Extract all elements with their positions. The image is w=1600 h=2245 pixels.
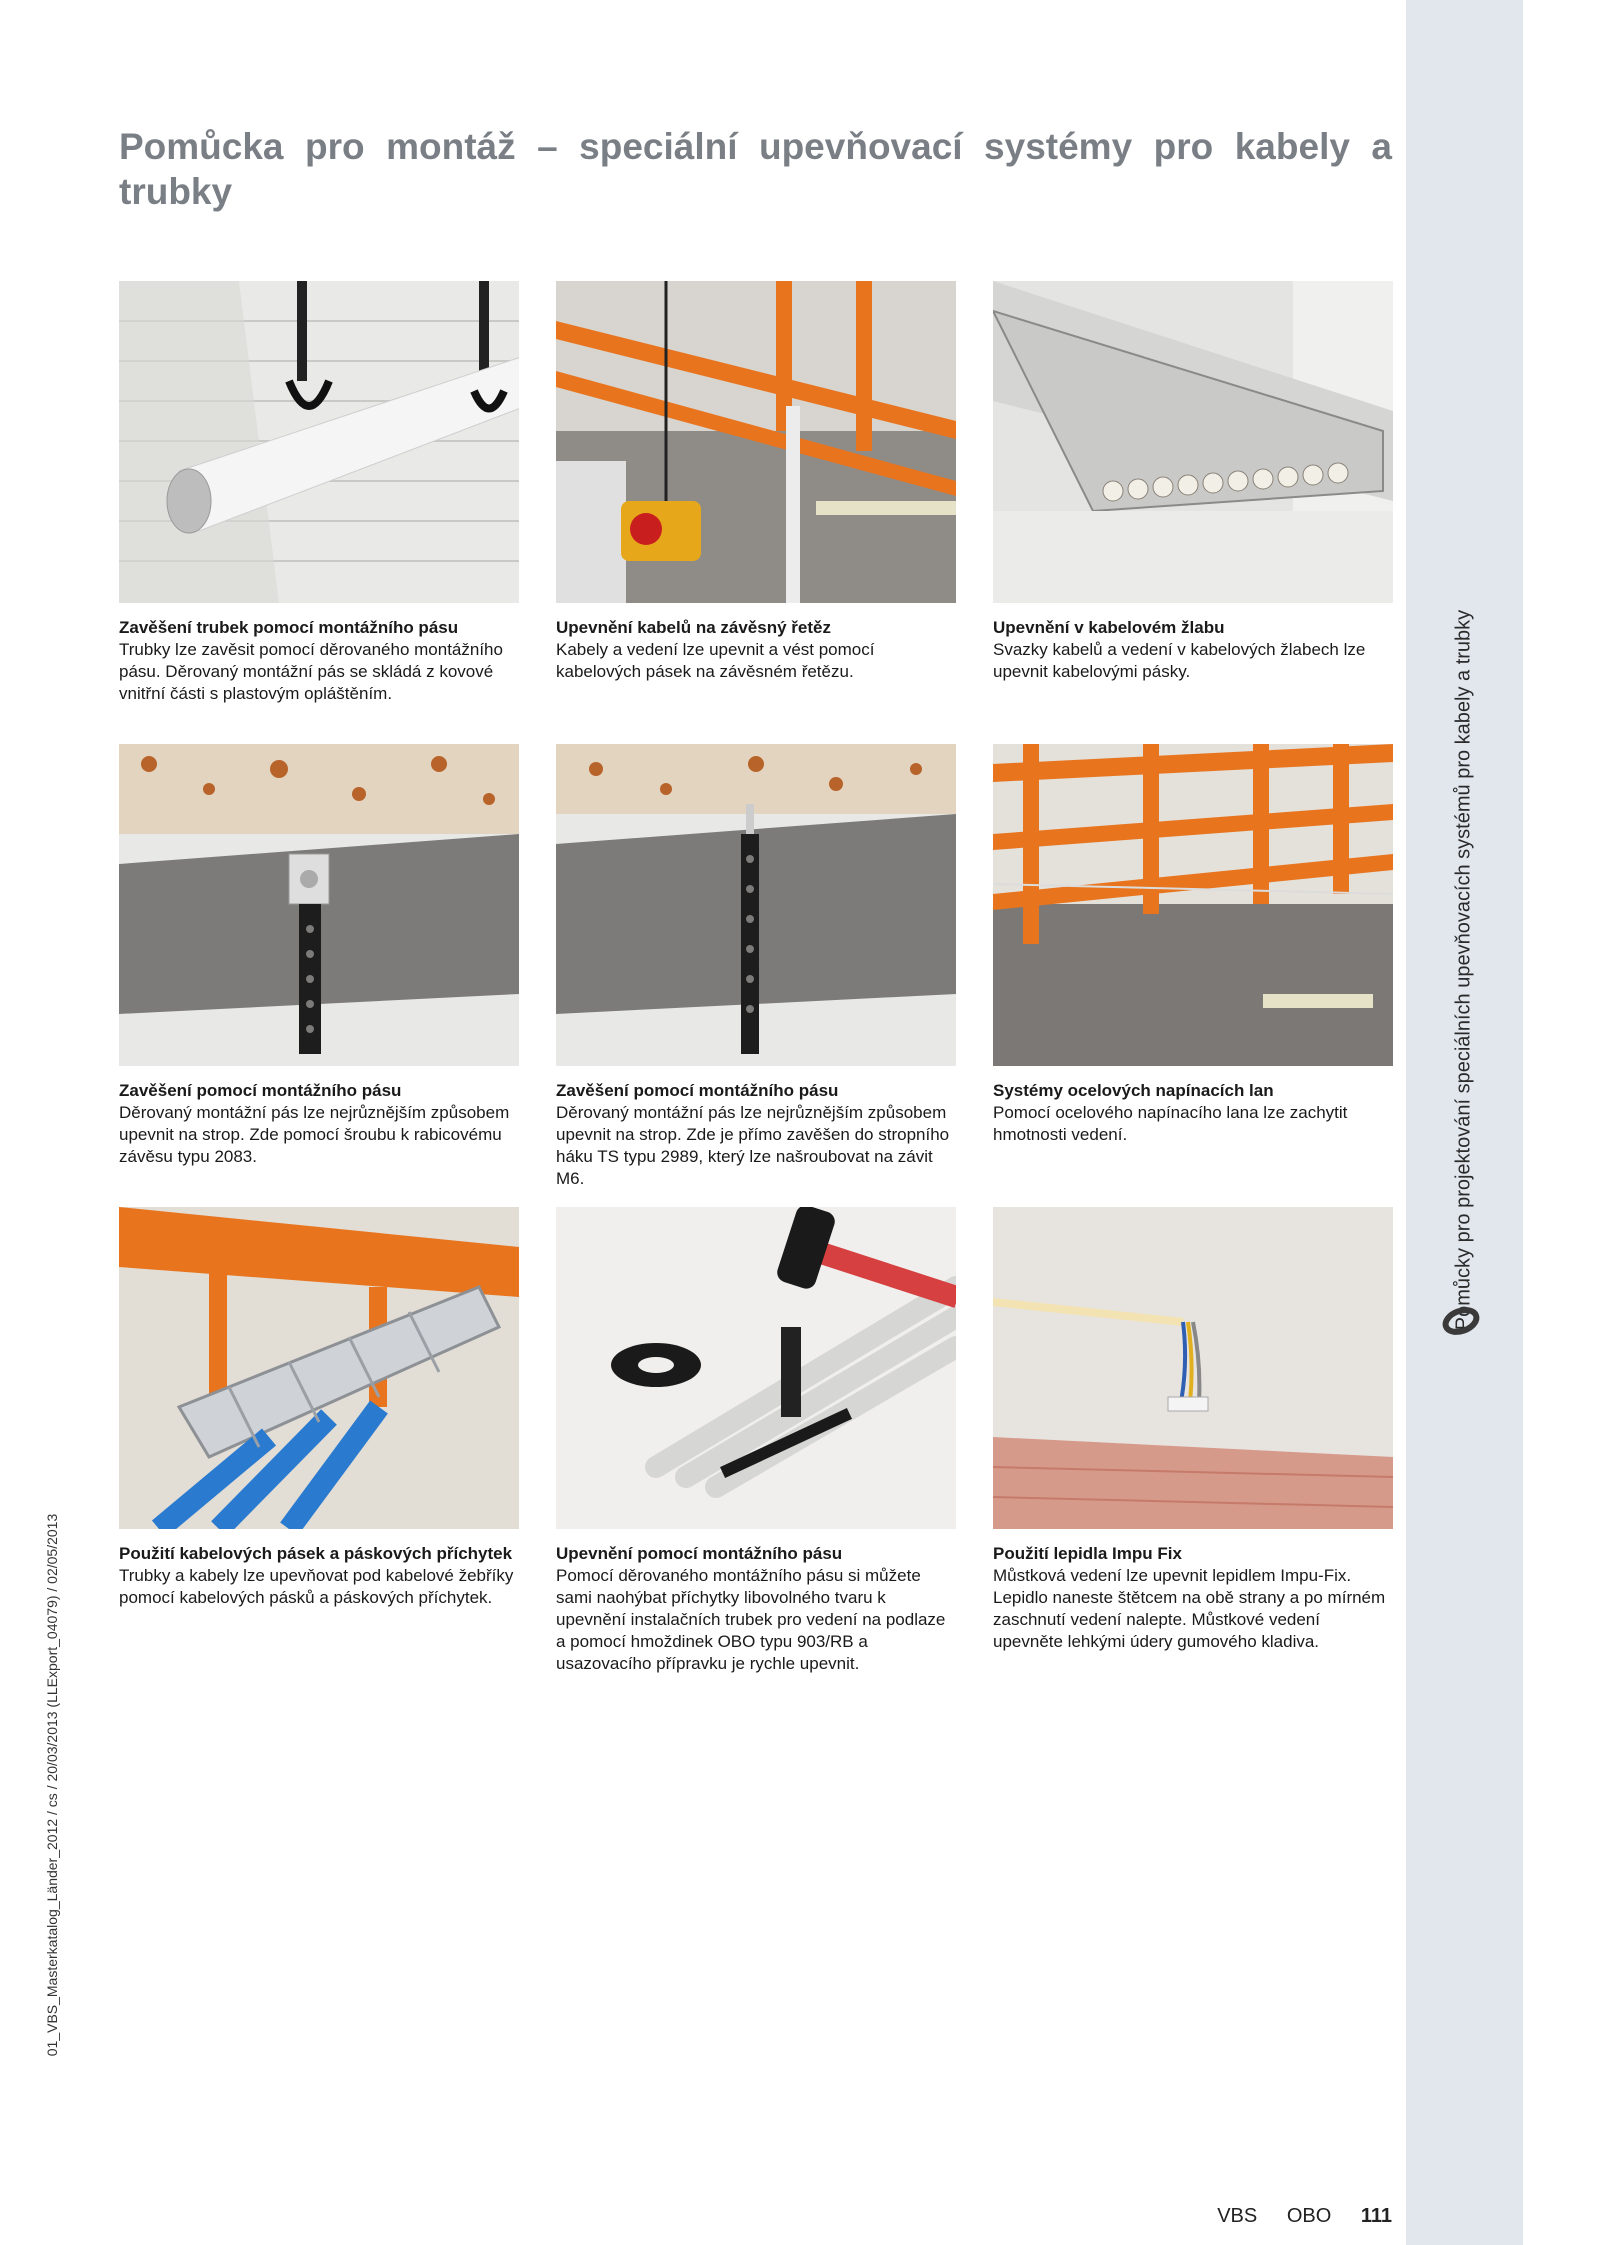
pipe-hanger-image [119, 281, 519, 603]
card-text: Trubky a kabely lze upevňovat pod kabelové žebříky pomocí kabelových pásků a páskových příchytek. [119, 1566, 514, 1607]
footer-brand-obo: OBO [1286, 2205, 1332, 2227]
card-text: Pomocí ocelového napínacího lana lze zachytit hmotnosti vedení. [993, 1103, 1348, 1144]
card-strap-screw [119, 744, 519, 1168]
card-text: Svazky kabelů a vedení v kabelových žlabech lze upevnit kabelovými pásky. [993, 640, 1366, 681]
chain-hanger-image [556, 281, 956, 603]
footer-brand-vbs: VBS [1217, 2205, 1258, 2227]
card-heading: Zavěšení pomocí montážního pásu [119, 1081, 402, 1100]
steel-cable-image [993, 744, 1393, 1066]
card-text: Pomocí děrovaného montážního pásu si můžete sami naohýbat příchytky libovolného tvaru k upevnění instalačních trubek pro vedení na podlaze a pomocí hmoždinek OBO typu 903/RB a usazovacího přípravku je rychle upevnit. [556, 1566, 946, 1673]
page-footer [1193, 2205, 1392, 2228]
strap-hook-image [556, 744, 956, 1066]
card-heading: Zavěšení pomocí montážního pásu [556, 1081, 839, 1100]
card-text: Děrovaný montážní pás lze nejrůznějším způsobem upevnit na strop. Zde je přímo zavěšen do stropního háku TS typu 2989, který lze našroubovat na závit M6. [556, 1103, 950, 1188]
card-strap-hook [556, 744, 956, 1190]
card-hammer-strap [556, 1207, 956, 1675]
cable-ladder-image [119, 1207, 519, 1529]
card-heading: Systémy ocelových napínacích lan [993, 1081, 1274, 1100]
card-heading: Upevnění pomocí montážního pásu [556, 1544, 843, 1563]
side-chapter-title: Pomůcky pro projektování speciálních upevňovacích systémů pro kabely a trubky [1452, 609, 1475, 1331]
card-text: Trubky lze zavěsit pomocí děrovaného montážního pásu. Děrovaný montážní pás se skládá z kovové vnitřní části s plastovým opláštěním. [119, 640, 503, 703]
hammer-strap-image [556, 1207, 956, 1529]
page-title: Pomůcka pro montáž – speciální upevňovací systémy pro kabely a trubky [119, 126, 1392, 212]
card-heading: Upevnění kabelů na závěsný řetěz [556, 618, 831, 637]
glue-ceiling-image [993, 1207, 1393, 1529]
card-heading: Upevnění v kabelovém žlabu [993, 618, 1225, 637]
card-cable-ladder [119, 1207, 519, 1609]
card-text: Kabely a vedení lze upevnit a vést pomocí kabelových pásek na závěsném řetězu. [556, 640, 875, 681]
card-steel-cable [993, 744, 1393, 1146]
card-heading: Použití lepidla Impu Fix [993, 1544, 1182, 1563]
obo-ring-icon [1441, 1306, 1481, 1336]
card-text: Děrovaný montážní pás lze nejrůznějším způsobem upevnit na strop. Zde pomocí šroubu k rabicovému závěsu typu 2083. [119, 1103, 510, 1166]
card-pipe-hanger [119, 281, 519, 705]
card-cable-tray [993, 281, 1393, 683]
card-text: Můstková vedení lze upevnit lepidlem Impu-Fix. Lepidlo naneste štětcem na obě strany a po mírném zaschnutí vedení nalepte. Můstkové vedení upevněte lehkými údery gumového kladiva. [993, 1566, 1386, 1651]
cable-tray-image [993, 281, 1393, 603]
catalog-export-info: 01_VBS_Masterkatalog_Länder_2012 / cs / 20/03/2013 (LLExport_04079) / 02/05/2013 [44, 1513, 60, 2057]
strap-screw-image [119, 744, 519, 1066]
card-glue-ceiling [993, 1207, 1393, 1653]
page-number: 111 [1360, 2205, 1392, 2227]
card-heading: Zavěšení trubek pomocí montážního pásu [119, 618, 459, 637]
card-chain-hanger [556, 281, 956, 683]
card-heading: Použití kabelových pásek a páskových příchytek [119, 1544, 513, 1563]
